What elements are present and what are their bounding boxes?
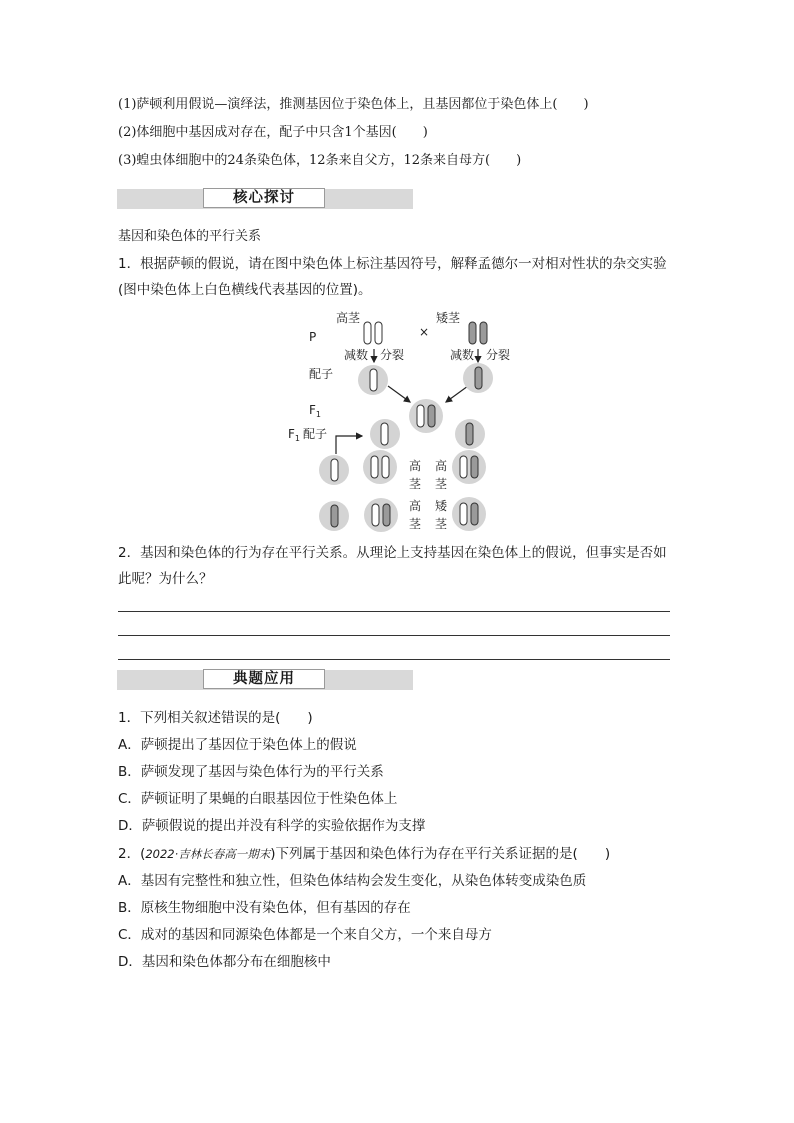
chromosome-F1-gamete-2 [466,423,473,445]
question-2-line-1: 2．基因和染色体的行为存在平行关系。从理论上支持基因在染色体上的假说，但事实是否如 [118,545,667,561]
chromosome-grid-2-1 [331,505,338,527]
cross-symbol: × [419,325,430,339]
chromosome-grid-1-3a [460,456,467,478]
label-F1-gamete: $F_1$ 配子 [288,427,328,443]
cell-grid-2-2 [364,498,398,532]
chromosome-grid-2-2a [372,504,379,526]
cell-grid-1-3 [452,450,486,484]
label-jing-2: 茎 [435,477,448,491]
chromosome-grid-2-2b [383,504,390,526]
chromosome-grid-1-2b [382,456,389,478]
question-1-line-2: (图中染色体上白色横线代表基因的位置)。 [118,282,372,298]
judgment-1: (1)萨顿利用假说—演绎法，推测基因位于染色体上，且基因都位于染色体上( ) [118,97,589,112]
app-q2-option-a: A．基因有完整性和独立性，但染色体结构会发生变化，从染色体转变成染色质 [118,873,587,889]
chromosome-P-short-2 [480,322,487,344]
label-meiosis-right: 减数 [450,348,475,362]
chromosome-P-tall-2 [375,322,382,344]
label-gao-3: 高 [409,499,422,513]
cell-F1 [409,399,443,433]
label-ai-4: 矮 [435,499,448,513]
chromosome-gamete-short [475,367,482,389]
answer-line-1[interactable] [118,611,670,612]
chromosome-P-tall-1 [364,322,371,344]
chromosome-grid-2-3b [471,503,478,525]
label-gao-1: 高 [409,459,422,473]
chromosome-F1-1 [417,405,424,427]
label-gamete: 配子 [309,367,334,381]
arrow-gamete-left [388,386,410,402]
question-1-line-1: 1．根据萨顿的假说，请在图中染色体上标注基因符号，解释孟德尔一对相对性状的杂交实验 [118,256,667,272]
label-jing-1: 茎 [409,477,422,491]
app-q1-option-d: D．萨顿假说的提出并没有科学的实验依据作为支撑 [118,818,426,834]
question-2-line-2: 此呢？为什么？ [118,571,213,587]
chromosome-gamete-tall [370,369,377,391]
chromosome-P-short-1 [469,322,476,344]
app-q2-stem-rest: )下列属于基因和染色体行为存在平行关系证据的是( ) [270,846,611,862]
subheading: 基因和染色体的平行关系 [118,229,262,244]
label-gao-2: 高 [435,459,448,473]
answer-line-3[interactable] [118,659,670,660]
app-q1-option-a: A．萨顿提出了基因位于染色体上的假说 [118,737,357,753]
app-q2-option-d: D．基因和染色体都分布在细胞核中 [118,954,331,970]
label-division-right: 分裂 [486,348,511,362]
chromosome-grid-2-3a [460,503,467,525]
chromosome-F1-gamete-1 [381,423,388,445]
app-q2-option-b: B．原核生物细胞中没有染色体，但有基因的存在 [118,900,411,916]
label-jing-3: 茎 [409,517,422,531]
label-division-left: 分裂 [380,348,405,362]
arrow-gamete-right [446,386,468,402]
app-q2-number: 2．( [118,846,146,862]
app-q2-source: 2022·吉林长春高一期末 [145,847,271,861]
app-q1-option-c: C．萨顿证明了果蝇的白眼基因位于性染色体上 [118,791,398,807]
app-q1-stem: 1．下列相关叙述错误的是( ) [118,710,313,726]
section-title-application: 典题应用 [203,669,325,689]
judgment-2: (2)体细胞中基因成对存在，配子中只含1个基因( ) [118,125,428,140]
label-P: P [309,330,317,344]
app-q2-stem [118,845,610,863]
chromosome-grid-1-1 [331,459,338,481]
label-tall: 高茎 [336,311,361,325]
label-short: 矮茎 [436,311,461,325]
label-F1: $F_1$ [309,403,321,419]
chromosome-grid-1-3b [471,456,478,478]
app-q1-option-b: B．萨顿发现了基因与染色体行为的平行关系 [118,764,384,780]
app-q2-option-c: C．成对的基因和同源染色体都是一个来自父方，一个来自母方 [118,927,492,943]
label-meiosis-left: 减数 [344,348,369,362]
chromosome-grid-1-2a [371,456,378,478]
arrow-f1-gamete [336,436,362,454]
cell-grid-1-2 [363,450,397,484]
answer-line-2[interactable] [118,635,670,636]
label-jing-4: 茎 [435,517,448,531]
chromosome-F1-2 [428,405,435,427]
cell-grid-2-3 [452,497,486,531]
judgment-3: (3)蝗虫体细胞中的24条染色体，12条来自父方，12条来自母方( ) [118,153,522,168]
section-title-core: 核心探讨 [203,188,325,208]
section-banner-application [117,670,413,690]
